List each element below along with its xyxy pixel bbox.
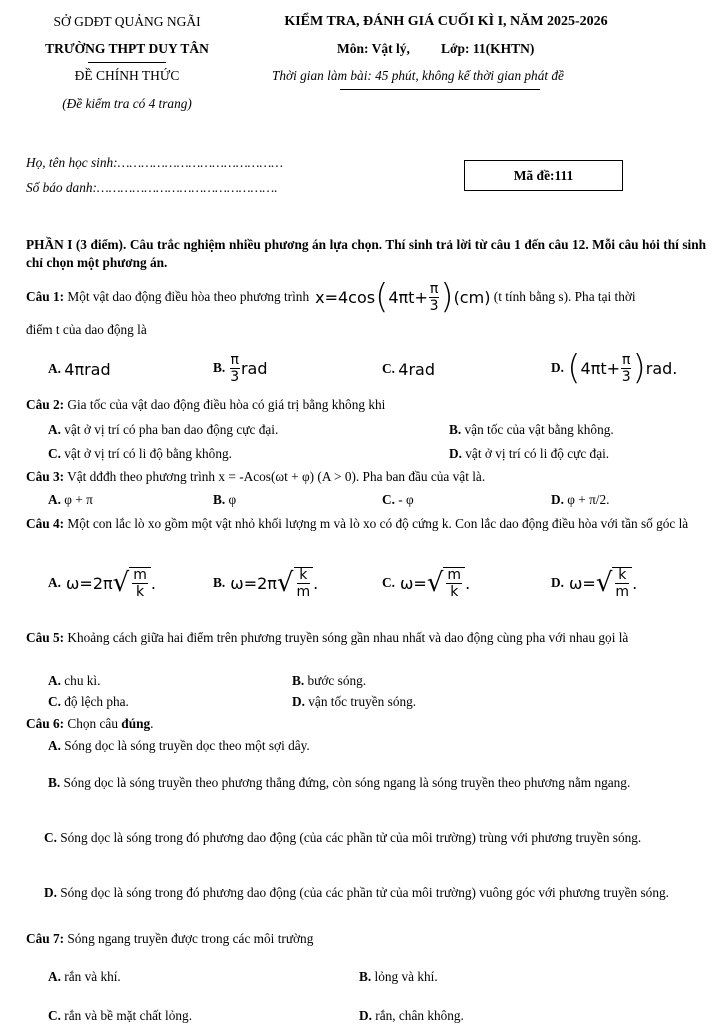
q7-option-c [48,1008,192,1024]
q5-c-label: C. [48,694,61,709]
q1-b-text: rad [240,358,268,378]
q4-c-label: C. [382,575,395,590]
student-name-field: Họ, tên học sinh:…………………………………… [26,155,284,170]
q1-b-fraction [230,353,240,384]
title-underline [340,89,540,90]
q4-d-label: D. [551,575,564,590]
q1-text-line2: điểm t của dao động là [26,322,147,337]
q6-emphasis: đúng [121,716,151,731]
q4-text: Một con lắc lò xo gồm một vật nhỏ khối lượng m và lò xo có độ cứng k. Con lắc dao động điều hòa với tần số góc là [67,516,689,531]
department-name: SỞ GDĐT QUẢNG NGÃI [53,14,201,29]
q6-d-label: D. [44,885,57,900]
q1-d-pi: π [622,351,631,368]
q1-d-fraction [621,353,631,384]
q2-option-d [449,446,609,462]
q7-label: Câu 7: [26,931,65,946]
q1-eq-pi: π [429,280,439,297]
q4-option-c: C. ω= √ $\frac{m}{k}$ . [382,567,471,600]
q7-option-a [48,969,121,985]
q5-option-d [292,694,416,710]
q6-c-text: Sóng dọc là sóng trong đó phương dao động (của các phần tử của môi trường) trùng với phương truyền sóng. [60,830,642,845]
q7-text: Sóng ngang truyền được trong các môi trường [67,931,314,946]
q1-a-label: A. [48,361,61,376]
q2-option-a [48,422,278,438]
q2-c-label: C. [48,446,61,461]
q4-b-prefix: ω=2π [230,573,277,593]
q1-eq-unit: (cm) [453,287,491,307]
q1-c-label: C. [382,361,395,376]
q4-a-label: A. [48,575,61,590]
q1-b-three: 3 [230,368,240,385]
q1-equation: x=4cos ( 4πt+ $\frac{\pi}{3}$ ) (cm) [315,277,491,317]
q1-eq-three: 3 [429,297,439,314]
question-4 [26,515,706,533]
q4-a-radicand [129,567,151,599]
q3-text: Vật dđđh theo phương trình x = -Acos(ωt + φ) (A > 0). Pha ban đầu của vật là. [67,469,486,484]
q1-option-d [551,346,677,390]
q4-c-num: m [447,567,462,583]
q2-b-label: B. [449,422,462,437]
q2-option-b [449,422,614,438]
q2-text: Gia tốc của vật dao động điều hòa có giá trị bằng không khi [67,397,386,412]
q5-option-a [48,673,100,689]
q2-option-c [48,446,232,462]
q1-b-pi: π [230,351,239,368]
q4-d-den: m [615,584,630,600]
q4-option-b: B. ω=2π √ $\frac{k}{m}$ . [213,567,319,600]
q4-b-label: B. [213,575,226,590]
school-underline [88,62,166,63]
q1-a-text: 4πrad [64,359,111,379]
q3-a-label: A. [48,492,61,507]
q6-b-label: B. [48,775,61,790]
q4-d-prefix: ω= [569,573,596,593]
q4-c-prefix: ω= [400,573,427,593]
q1-text: Một vật dao động điều hòa theo phương trình [67,289,310,304]
q5-a-label: A. [48,673,61,688]
q5-b-text: bước sóng. [307,673,367,688]
q1-d-expr: ( 4πt+ $\frac{\pi}{3}$ ) rad. [567,348,678,388]
q1-d-three: 3 [621,368,631,385]
q1-option-a [48,349,111,389]
q3-option-d [551,492,609,508]
q4-option-d: D. ω= √ $\frac{k}{m}$ . [551,567,638,600]
q1-label: Câu 1: [26,289,65,304]
q6-text: Chọn câu [67,716,118,731]
q7-option-b [359,969,438,985]
q3-option-c [382,492,414,508]
question-3 [26,469,485,485]
q7-c-label: C. [48,1008,61,1023]
q6-label: Câu 6: [26,716,65,731]
q5-d-label: D. [292,694,305,709]
exam-code-box [464,160,623,191]
q3-option-b [213,492,236,508]
q1-text-after: (t tính bằng s). Pha tại thời [493,289,636,304]
q2-d-text: vật ở vị trí có li độ cực đại. [465,446,610,461]
q4-c-den: k [450,584,459,600]
q7-d-text: rắn, chân không. [375,1008,464,1023]
q1-d-label: D. [551,360,564,375]
q5-a-text: chu kì. [64,673,101,688]
q1-d-arg: 4πt+ [580,358,621,378]
q5-option-b [292,673,366,689]
q1-c-text: 4rad [398,359,435,379]
q7-a-label: A. [48,969,61,984]
q5-text: Khoảng cách giữa hai điểm trên phương truyền sóng gần nhau nhất và dao động cùng pha với nhau gọi là [67,630,629,645]
question-5 [26,629,706,647]
q3-a-text: φ + π [64,492,93,507]
q2-a-label: A. [48,422,61,437]
q2-c-text: vật ở vị trí có li độ bằng không. [64,446,232,461]
q3-label: Câu 3: [26,469,65,484]
q6-c-label: C. [44,830,57,845]
q5-option-c [48,694,129,710]
q5-label: Câu 5: [26,630,65,645]
q6-option-d [26,884,706,902]
q5-d-text: vận tốc truyền sóng. [308,694,417,709]
question-6: Câu 6: Chọn câu đúng. [26,716,154,731]
exam-title: KIỂM TRA, ĐÁNH GIÁ CUỐI KÌ I, NĂM 2025-2026 [284,14,608,29]
q4-d-num: k [615,568,629,584]
q1-eq-x: x=4cos [315,287,376,307]
q2-a-text: vật ở vị trí có pha ban dao động cực đại. [64,422,279,437]
question-1 [26,277,636,317]
question-2 [26,397,385,413]
pages-note: (Đề kiểm tra có 4 trang) [62,96,192,111]
q5-b-label: B. [292,673,305,688]
q3-b-label: B. [213,492,226,507]
q1-eq-fraction [429,282,439,313]
q6-option-b [26,774,706,792]
q4-b-den: m [296,584,311,600]
q4-c-radicand [443,567,465,599]
q1-b-label: B. [213,360,226,375]
q6-a-label: A. [48,738,61,753]
q3-option-a [48,492,93,508]
exam-code: Mã đề:111 [513,168,574,183]
grade-label: Lớp: 11(KHTN) [441,41,535,56]
q7-d-label: D. [359,1008,372,1023]
q4-b-radicand [294,567,314,599]
q7-b-label: B. [359,969,372,984]
q1-d-unit: rad. [645,358,678,378]
q4-option-a: A. ω=2π √ $\frac{m}{k}$ . [48,567,156,600]
q7-b-text: lỏng và khí. [374,969,438,984]
official-label: ĐỀ CHÍNH THỨC [74,68,180,83]
q2-label: Câu 2: [26,397,65,412]
subject-label: Môn: Vật lý, [337,41,410,56]
q6-option-c [26,829,706,847]
q3-c-text: - φ [398,492,414,507]
q6-a-text: Sóng dọc là sóng truyền dọc theo một sợi dây. [64,738,310,753]
q4-a-prefix: ω=2π [66,573,113,593]
q3-d-text: φ + π/2. [567,492,610,507]
question-7 [26,931,313,947]
q5-c-text: độ lệch pha. [64,694,129,709]
q2-b-text: vận tốc của vật bằng không. [464,422,614,437]
q1-option-b [213,346,268,390]
q4-label: Câu 4: [26,516,65,531]
q6-option-a [48,738,310,754]
q6-d-text: Sóng dọc là sóng trong đó phương dao động (của các phần tử của môi trường) vuông góc với phương truyền sóng. [60,885,669,900]
q4-b-num: k [297,568,311,584]
school-name: TRƯỜNG THPT DUY TÂN [45,41,209,56]
q2-d-label: D. [449,446,462,461]
q3-c-label: C. [382,492,395,507]
q7-a-text: rắn và khí. [64,969,121,984]
student-id-field: Số báo danh:………………………………………. [26,180,278,195]
q1-eq-arg: 4πt+ [388,287,428,307]
q7-option-d [359,1008,464,1024]
time-note: Thời gian làm bài: 45 phút, không kể thời gian phát đề [272,68,564,83]
q1-option-c [382,349,435,389]
q3-b-text: φ [228,492,237,507]
q3-d-label: D. [551,492,564,507]
q7-c-text: rắn và bề mặt chất lỏng. [64,1008,193,1023]
q4-a-num: m [133,567,147,583]
q4-d-radicand [612,567,632,599]
part1-heading: PHẦN I (3 điểm). Câu trắc nghiệm nhiều phương án lựa chọn. Thí sinh trả lời từ câu 1 đến câu 12. Mỗi câu hỏi thí sinh chỉ chọn một phương án. [26,237,706,270]
q4-a-den: k [136,584,145,600]
q6-b-text: Sóng dọc là sóng truyền theo phương thẳng đứng, còn sóng ngang là sóng truyền theo phương nằm ngang. [63,775,631,790]
